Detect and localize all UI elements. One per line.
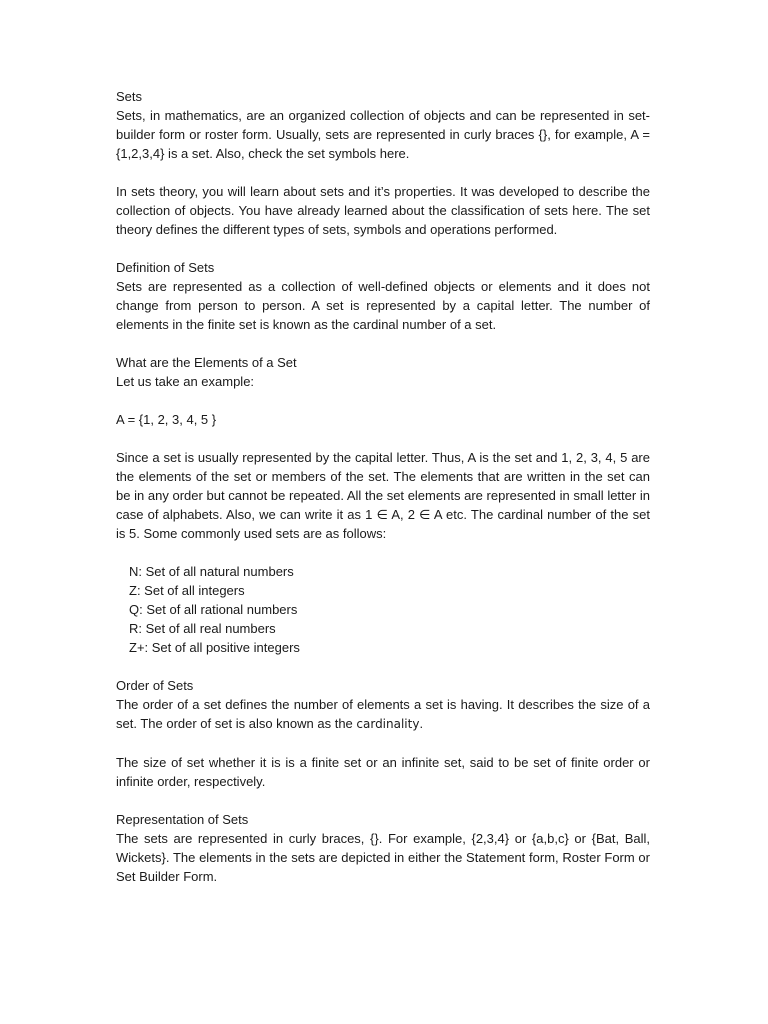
elements-paragraph: Since a set is usually represented by the capital letter. Thus, A is the set and 1, 2, 3, 4, 5 are the elements of the set or members of the set. The elements that are written in the set can be in any order but cannot be repeated. All the set elements are represented in small letter in case of alphabets. Also, we can write it as 1 ∈ A, 2 ∈ A etc. The cardinal number of the set is 5. Some commonly used sets are as follows: (116, 450, 650, 541)
sets-paragraph-1: Sets, in mathematics, are an organized collection of objects and can be represented in set-builder form or roster form. Usually, sets are represented in curly braces {}, for example, A = {1,2,3,4} is a set. Also, check the set symbols here. (116, 108, 650, 161)
list-item: N: Set of all natural numbers (129, 564, 294, 579)
definition-paragraph: Sets are represented as a collection of well-defined objects or elements and it does not change from person to person. A set is represented by a capital letter. The number of elements in the finite set is known as the cardinal number of a set. (116, 279, 650, 332)
list-item: R: Set of all real numbers (129, 621, 276, 636)
representation-paragraph: The sets are represented in curly braces, {}. For example, {2,3,4} or {a,b,c} or {Bat, Ball, Wickets}. The elements in the sets are depicted in either the Statement form, Roster Form or Set Builder Form. (116, 831, 650, 884)
document-page (116, 87, 650, 886)
common-sets-list (116, 562, 650, 657)
sets-paragraph-2: In sets theory, you will learn about sets and it’s properties. It was developed to describe the collection of objects. You have already learned about the classification of sets here. The set theory defines the different types of sets, symbols and operations performed. (116, 184, 650, 237)
elements-intro: Let us take an example: (116, 374, 255, 389)
cardinality-term: cardinality (356, 717, 420, 731)
order-paragraph-2: The size of set whether it is is a finite set or an infinite set, said to be set of finite order or infinite order, respectively. (116, 755, 650, 789)
section-heading-sets: Sets (116, 89, 143, 104)
list-item: Q: Set of all rational numbers (129, 602, 298, 617)
section-heading-representation: Representation of Sets (116, 812, 249, 827)
order-text-before: The order of a set defines the number of elements a set is having. It describes the size of a set. The order of set is also known as the (116, 697, 650, 731)
elements-example: A = {1, 2, 3, 4, 5 } (116, 412, 217, 427)
section-heading-definition: Definition of Sets (116, 260, 215, 275)
list-item: Z+: Set of all positive integers (129, 640, 300, 655)
section-heading-order: Order of Sets (116, 678, 194, 693)
order-text-after: . (419, 716, 424, 731)
order-paragraph-1 (116, 695, 650, 734)
list-item: Z: Set of all integers (129, 583, 245, 598)
section-heading-elements: What are the Elements of a Set (116, 355, 297, 370)
